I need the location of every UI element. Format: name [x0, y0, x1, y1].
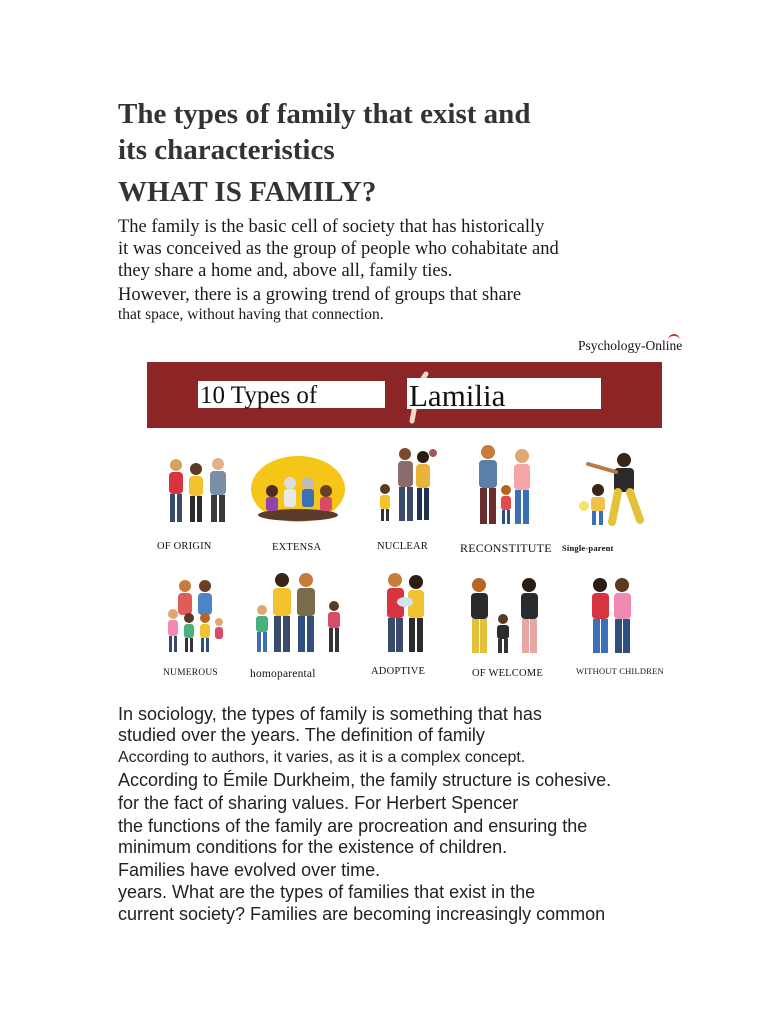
- body-line: According to Émile Durkheim, the family structure is cohesive.: [118, 770, 612, 790]
- intro-line: However, there is a growing trend of groups that share: [118, 285, 522, 305]
- body-line: studied over the years. The definition of family: [118, 725, 485, 745]
- intro-line: they share a home and, above all, family ties.: [118, 261, 453, 281]
- body-line: for the fact of sharing values. For Herbert Spencer: [118, 793, 519, 813]
- type-label: OF WELCOME: [472, 668, 543, 679]
- family-adoptive-illustration: [383, 570, 429, 656]
- type-label: RECONSTITUTE: [460, 541, 552, 555]
- family-of-origin-illustration: [158, 455, 238, 527]
- type-label: ADOPTIVE: [371, 666, 426, 677]
- family-of-welcome-illustration: [463, 575, 547, 659]
- banner-label-left: 10 Types of: [198, 381, 385, 408]
- body-line: the functions of the family are procreation and ensuring the: [118, 816, 588, 836]
- type-label: NUMEROUS: [163, 668, 218, 678]
- body-line: current society? Families are becoming increasingly common: [118, 904, 606, 924]
- family-nuclear-illustration: [375, 445, 443, 527]
- section-heading: WHAT IS FAMILY?: [118, 176, 377, 208]
- type-label: EXTENSA: [272, 542, 322, 553]
- body-line: According to authors, it varies, as it is a complex concept.: [118, 749, 526, 766]
- family-without-children-illustration: [586, 575, 638, 659]
- type-label: WITHOUT CHILDREN: [576, 666, 664, 676]
- intro-line: that space, without having that connection.: [118, 306, 384, 323]
- body-line: years. What are the types of families that exist in the: [118, 882, 536, 902]
- body-line: minimum conditions for the existence of children.: [118, 837, 508, 857]
- family-reconstitute-illustration: [470, 442, 538, 530]
- type-label: OF ORIGIN: [157, 541, 212, 552]
- image-credit: Psychology-Online: [578, 338, 683, 353]
- credit-accent-mark: [668, 334, 680, 341]
- family-single-parent-illustration: [578, 450, 648, 532]
- document-title-line-1: The types of family that exist and: [118, 98, 531, 130]
- document-title-line-2: its characteristics: [118, 134, 335, 166]
- intro-line: it was conceived as the group of people who cohabitate and: [118, 239, 559, 259]
- body-line: Families have evolved over time.: [118, 860, 381, 880]
- type-label: Single-parent: [562, 543, 614, 553]
- family-extensa-illustration: [250, 455, 348, 527]
- body-line: In sociology, the types of family is something that has: [118, 704, 542, 724]
- type-label: homoparental: [250, 668, 316, 680]
- family-homoparental-illustration: [248, 570, 348, 658]
- type-label: NUCLEAR: [377, 541, 428, 552]
- banner-label-right: Lamilia: [407, 378, 601, 409]
- family-numerous-illustration: [163, 578, 225, 660]
- intro-line: The family is the basic cell of society that has historically: [118, 217, 545, 237]
